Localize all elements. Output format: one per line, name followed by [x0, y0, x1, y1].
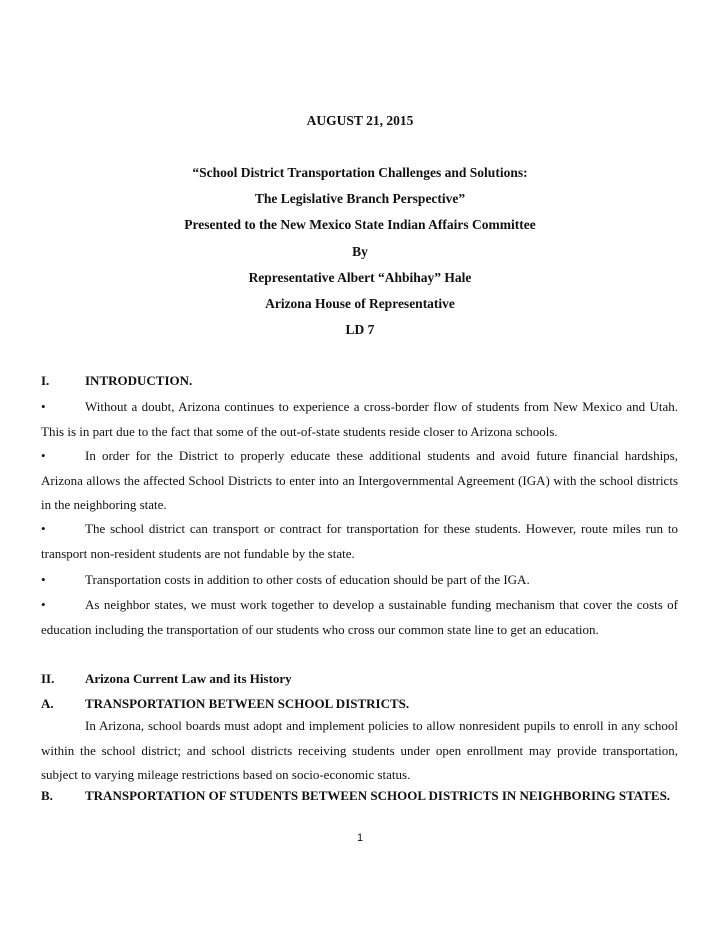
bullet-text: Without a doubt, Arizona continues to experience a cross-border flow of students from New Mexico and Utah. This is in part due to the fact that some of the out-of-state students reside closer to Arizona schools. — [41, 399, 678, 439]
bullet-icon: • — [41, 597, 46, 612]
bullet-text: As neighbor states, we must work together to develop a sustainable funding mechanism that cover the costs of education including the transportation of our students who cross our common state line to get an education. — [41, 597, 678, 637]
bullet-item — [41, 517, 678, 566]
subsection-letter: A. — [41, 696, 54, 711]
by-line: By — [352, 244, 368, 259]
section-title: INTRODUCTION. — [85, 373, 193, 388]
date-heading: AUGUST 21, 2015 — [306, 113, 414, 128]
subsection-a-paragraph — [41, 714, 678, 788]
bullet-text: Transportation costs in addition to other costs of education should be part of the IGA. — [85, 572, 530, 587]
bullet-text: In order for the District to properly educate these additional students and avoid future financial hardships, Arizona allows the affected School Districts to enter into an Intergovernmental Agreement (IGA) with the school districts in the neighboring state. — [41, 448, 678, 512]
bullet-icon: • — [41, 521, 46, 536]
subsection-title: TRANSPORTATION BETWEEN SCHOOL DISTRICTS. — [85, 696, 410, 711]
section-title: Arizona Current Law and its History — [85, 671, 292, 686]
presenter-body: Arizona House of Representative — [265, 296, 455, 311]
subsection-b-heading — [41, 788, 678, 804]
bullet-icon: • — [41, 399, 46, 414]
bullet-text: The school district can transport or contract for transportation for these students. However, route miles run to transport non-resident students are not fundable by the state. — [41, 521, 678, 561]
bullet-item — [41, 395, 678, 444]
legislative-district: LD 7 — [345, 322, 375, 337]
section-number: II. — [41, 671, 55, 686]
presenter-name: Representative Albert “Ahbihay” Hale — [248, 270, 472, 285]
presented-to-line: Presented to the New Mexico State Indian Affairs Committee — [184, 217, 536, 232]
subsection-title: TRANSPORTATION OF STUDENTS BETWEEN SCHOOL DISTRICTS IN NEIGHBORING STATES. — [85, 788, 671, 803]
bullet-icon: • — [41, 448, 46, 463]
bullet-item — [41, 593, 678, 642]
page-number: 1 — [356, 832, 364, 844]
title-line-1: “School District Transportation Challenges and Solutions: — [192, 165, 528, 180]
bullet-icon: • — [41, 572, 46, 587]
bullet-item — [41, 568, 678, 593]
title-line-2: The Legislative Branch Perspective” — [254, 191, 466, 206]
paragraph-text: In Arizona, school boards must adopt and implement policies to allow nonresident pupils to enroll in any school within the school district; and school districts receiving students under open enrollment may provide transportation, subject to varying mileage restrictions based on socio-economic status. — [41, 718, 678, 782]
subsection-letter: B. — [41, 788, 53, 803]
bullet-item — [41, 444, 678, 518]
section-number: I. — [41, 373, 50, 388]
